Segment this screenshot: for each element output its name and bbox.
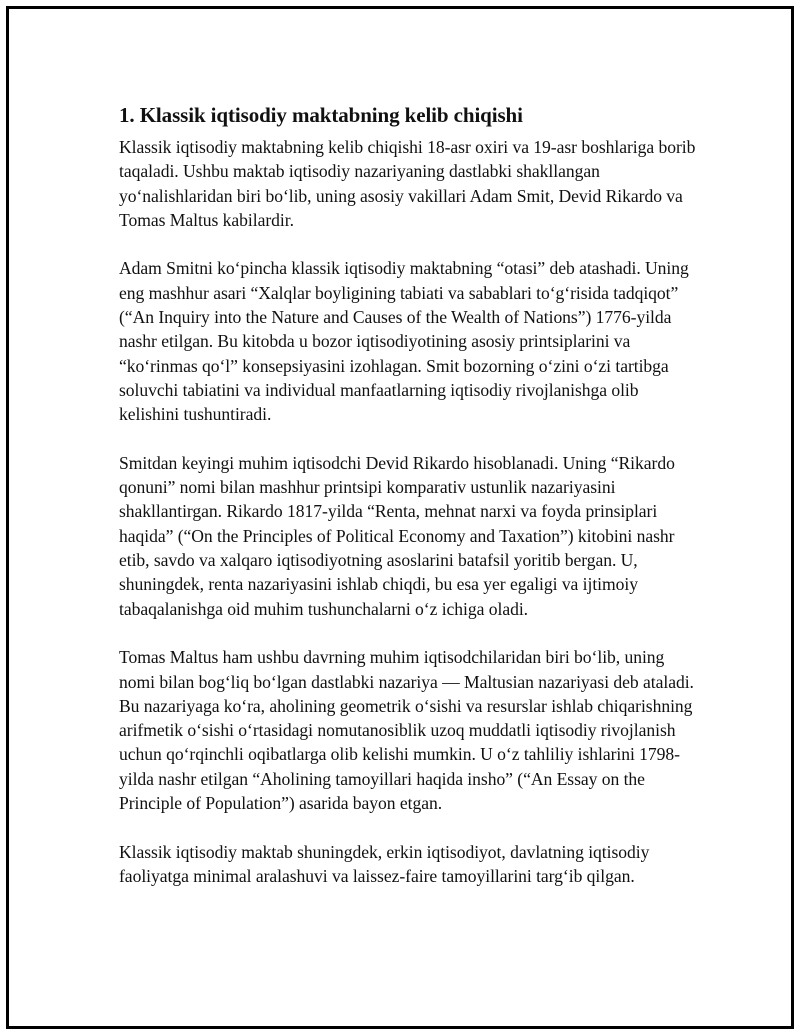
paragraph-ricardo: Smitdan keyingi muhim iqtisodchi Devid Rikardo hisoblanadi. Uning “Rikardo qonuni” nomi bilan mashhur printsipi komparativ ustunlik nazariyasini shakllantirgan. Rikardo 1817-yilda “Renta, mehnat narxi va foyda prinsiplari haqida” (“On the Principles of Political Economy and Taxation”) kitobini nashr etib, savdo va xalqaro iqtisodiyotning asoslarini batafsil yoritib bergan. U, shuningdek, renta nazariyasini ishlab chiqdi, bu esa yer egaligi va ijtimoiy tabaqalanishga oid muhim tushunchalarni o‘z ichiga oladi. (119, 452, 675, 619)
document-body (119, 101, 697, 913)
paragraph-adam-smith: Adam Smitni ko‘pincha klassik iqtisodiy maktabning “otasi” deb atashadi. Uning eng mashhur asari “Xalqlar boyligining tabiati va sabablari to‘g‘risida tadqiqot” (“An Inquiry into the Nature and Causes of the Wealth of Nations”) 1776-yilda nashr etilgan. Bu kitobda u bozor iqtisodiyotining asosiy printsiplarini va “ko‘rinmas qo‘l” konsepsiyasini izohlagan. Smit bozorning o‘zini o‘zi tartibga soluvchi tabiatini va individual manfaatlarning iqtisodiy rivojlanishga olib kelishini tushuntiradi. (119, 258, 689, 425)
paragraph-malthus: Tomas Maltus ham ushbu davrning muhim iqtisodchilaridan biri bo‘lib, uning nomi bilan bog‘liq bo‘lgan dastlabki nazariya — Maltusian nazariyasi deb ataladi. Bu nazariyaga ko‘ra, aholining geometrik o‘sishi va resurslar ishlab chiqarishning arifmetik o‘sishi o‘rtasidagi nomutanosiblik uzoq muddatli iqtisodiy rivojlanish uchun qo‘rqinchli oqibatlarga olib kelishi mumkin. U o‘z tahliliy ishlarini 1798-yilda nashr etilgan “Aholining tamoyillari haqida insho” (“An Essay on the Principle of Population”) asarida bayon etgan. (119, 647, 694, 814)
page-frame (6, 6, 794, 1029)
section-heading: 1. Klassik iqtisodiy maktabning kelib chiqishi (119, 103, 523, 127)
paragraph-conclusion: Klassik iqtisodiy maktab shuningdek, erkin iqtisodiyot, davlatning iqtisodiy faoliyatga minimal aralashuvi va laissez-faire tamoyillarini targ‘ib qilgan. (119, 841, 650, 886)
paragraph-intro: Klassik iqtisodiy maktabning kelib chiqishi 18-asr oxiri va 19-asr boshlariga borib taqaladi. Ushbu maktab iqtisodiy nazariyaning dastlabki shakllangan yo‘nalishlaridan biri bo‘lib, uning asosiy vakillari Adam Smit, Devid Rikardo va Tomas Maltus kabilardir. (119, 137, 696, 230)
